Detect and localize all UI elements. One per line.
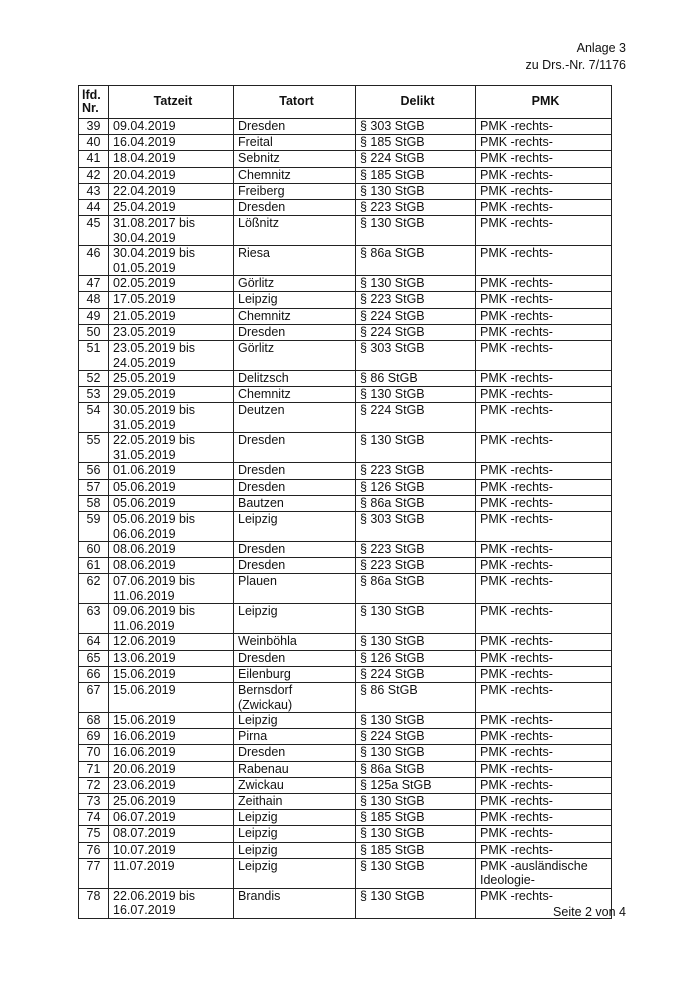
cell-tatort: Plauen [234,574,356,604]
cell-pmk: PMK -rechts- [476,463,612,479]
cell-tatort: Weinböhla [234,634,356,650]
cell-pmk: PMK -rechts- [476,826,612,842]
cell-tatzeit: 25.05.2019 [109,371,234,387]
cell-nr: 45 [79,216,109,246]
cell-tatort: Zeithain [234,794,356,810]
cell-pmk: PMK -rechts- [476,634,612,650]
table-row [79,634,612,650]
cell-tatort: Dresden [234,324,356,340]
cell-pmk: PMK -rechts- [476,495,612,511]
cell-nr: 52 [79,371,109,387]
cell-pmk: PMK -rechts- [476,650,612,666]
cell-delikt: § 224 StGB [356,666,476,682]
cell-nr: 42 [79,167,109,183]
table-row [79,842,612,858]
cell-tatort: Dresden [234,479,356,495]
cell-tatzeit: 12.06.2019 [109,634,234,650]
cell-delikt: § 86a StGB [356,495,476,511]
cell-delikt: § 223 StGB [356,200,476,216]
cell-pmk: PMK -rechts- [476,842,612,858]
cell-nr: 70 [79,745,109,761]
cell-tatzeit: 16.06.2019 [109,745,234,761]
cell-tatort: Leipzig [234,842,356,858]
table-row [79,826,612,842]
cell-delikt: § 86a StGB [356,574,476,604]
table-row [79,135,612,151]
cell-delikt: § 303 StGB [356,512,476,542]
cell-tatzeit: 08.06.2019 [109,558,234,574]
cell-tatzeit: 22.06.2019 bis 16.07.2019 [109,888,234,918]
cell-tatzeit: 15.06.2019 [109,666,234,682]
cell-delikt: § 223 StGB [356,292,476,308]
cell-delikt: § 130 StGB [356,858,476,888]
cell-delikt: § 224 StGB [356,729,476,745]
cell-tatzeit: 09.06.2019 bis 11.06.2019 [109,604,234,634]
cell-tatort: Eilenburg [234,666,356,682]
table-row [79,683,612,713]
table-row [79,495,612,511]
table-header [79,86,612,119]
cell-tatzeit: 11.07.2019 [109,858,234,888]
cell-tatzeit: 18.04.2019 [109,151,234,167]
table-row [79,558,612,574]
cell-delikt: § 86a StGB [356,246,476,276]
cell-pmk: PMK -rechts- [476,729,612,745]
cell-nr: 46 [79,246,109,276]
cell-pmk: PMK -rechts- [476,119,612,135]
cell-delikt: § 224 StGB [356,151,476,167]
cell-pmk: PMK -rechts- [476,745,612,761]
cell-delikt: § 224 StGB [356,308,476,324]
cell-nr: 51 [79,341,109,371]
table-row [79,308,612,324]
cell-tatzeit: 23.05.2019 [109,324,234,340]
cell-pmk: PMK -rechts- [476,246,612,276]
cell-pmk: PMK -rechts- [476,666,612,682]
table-row [79,341,612,371]
cell-delikt: § 130 StGB [356,713,476,729]
column-header-delikt: Delikt [356,86,476,119]
cell-tatort: Dresden [234,558,356,574]
cell-delikt: § 130 StGB [356,183,476,199]
cell-tatzeit: 23.05.2019 bis 24.05.2019 [109,341,234,371]
cell-tatort: Leipzig [234,858,356,888]
cell-tatzeit: 15.06.2019 [109,713,234,729]
cell-tatzeit: 30.04.2019 bis 01.05.2019 [109,246,234,276]
cell-tatzeit: 23.06.2019 [109,777,234,793]
table-row [79,604,612,634]
column-header-tatort: Tatort [234,86,356,119]
cell-tatzeit: 22.04.2019 [109,183,234,199]
cell-nr: 39 [79,119,109,135]
cell-tatzeit: 17.05.2019 [109,292,234,308]
cell-tatzeit: 15.06.2019 [109,683,234,713]
cell-nr: 48 [79,292,109,308]
cell-nr: 77 [79,858,109,888]
table-row [79,433,612,463]
cell-delikt: § 224 StGB [356,324,476,340]
cell-tatort: Leipzig [234,826,356,842]
cell-delikt: § 86a StGB [356,761,476,777]
cell-tatzeit: 25.04.2019 [109,200,234,216]
cell-tatzeit: 09.04.2019 [109,119,234,135]
cell-tatort: Chemnitz [234,308,356,324]
cell-tatort: Dresden [234,650,356,666]
cell-tatzeit: 07.06.2019 bis 11.06.2019 [109,574,234,604]
cell-nr: 68 [79,713,109,729]
cell-tatort: Leipzig [234,713,356,729]
cell-delikt: § 223 StGB [356,542,476,558]
cell-delikt: § 130 StGB [356,826,476,842]
table-row [79,512,612,542]
cell-pmk: PMK -rechts- [476,810,612,826]
cell-pmk: PMK -rechts- [476,341,612,371]
table-row [79,574,612,604]
cell-pmk: PMK -rechts- [476,292,612,308]
table-row [79,151,612,167]
cell-tatort: Freiberg [234,183,356,199]
cell-tatort: Görlitz [234,341,356,371]
cell-delikt: § 130 StGB [356,888,476,918]
cell-tatzeit: 10.07.2019 [109,842,234,858]
table-row [79,246,612,276]
cell-tatort: Leipzig [234,810,356,826]
cell-nr: 54 [79,403,109,433]
table-row [79,119,612,135]
table-row [79,200,612,216]
column-header-pmk: PMK [476,86,612,119]
cell-tatort: Zwickau [234,777,356,793]
cell-pmk: PMK -rechts- [476,574,612,604]
cell-nr: 74 [79,810,109,826]
cell-nr: 65 [79,650,109,666]
header-row [79,86,612,119]
cell-tatort: Dresden [234,745,356,761]
cell-tatort: Chemnitz [234,167,356,183]
cell-tatort: Riesa [234,246,356,276]
cell-tatzeit: 02.05.2019 [109,276,234,292]
cell-tatort: Dresden [234,433,356,463]
table-row [79,713,612,729]
table-row [79,371,612,387]
cell-tatort: Dresden [234,542,356,558]
cell-tatort: Leipzig [234,604,356,634]
cell-tatort: Rabenau [234,761,356,777]
cell-nr: 55 [79,433,109,463]
cell-nr: 57 [79,479,109,495]
cell-nr: 62 [79,574,109,604]
cell-nr: 71 [79,761,109,777]
cell-pmk: PMK -rechts- [476,512,612,542]
cell-nr: 72 [79,777,109,793]
cell-pmk: PMK -rechts- [476,604,612,634]
cell-nr: 75 [79,826,109,842]
cell-tatort: Sebnitz [234,151,356,167]
cell-delikt: § 303 StGB [356,341,476,371]
table-row [79,729,612,745]
cell-nr: 58 [79,495,109,511]
cell-delikt: § 126 StGB [356,479,476,495]
cell-delikt: § 130 StGB [356,216,476,246]
cell-delikt: § 130 StGB [356,276,476,292]
cell-pmk: PMK -rechts- [476,433,612,463]
cell-pmk: PMK -rechts- [476,200,612,216]
cell-delikt: § 86 StGB [356,683,476,713]
cell-pmk: PMK -ausländische Ideologie- [476,858,612,888]
cell-nr: 67 [79,683,109,713]
cell-nr: 56 [79,463,109,479]
cell-nr: 40 [79,135,109,151]
cell-tatzeit: 08.06.2019 [109,542,234,558]
cell-pmk: PMK -rechts- [476,479,612,495]
column-header-nr: lfd. Nr. [79,86,109,119]
cell-pmk: PMK -rechts- [476,403,612,433]
cell-nr: 61 [79,558,109,574]
annex-label: Anlage 3 [576,41,626,55]
table-row [79,276,612,292]
table-row [79,745,612,761]
cell-tatzeit: 16.06.2019 [109,729,234,745]
cell-pmk: PMK -rechts- [476,183,612,199]
cell-tatort: Delitzsch [234,371,356,387]
cell-tatort: Deutzen [234,403,356,433]
cell-nr: 78 [79,888,109,918]
cell-tatort: Görlitz [234,276,356,292]
cell-tatort: Dresden [234,463,356,479]
cell-tatort: Leipzig [234,512,356,542]
cell-pmk: PMK -rechts- [476,761,612,777]
cell-delikt: § 185 StGB [356,810,476,826]
cell-delikt: § 223 StGB [356,558,476,574]
cell-tatort: Pirna [234,729,356,745]
cell-delikt: § 185 StGB [356,842,476,858]
cell-tatort: Bernsdorf (Zwickau) [234,683,356,713]
cell-delikt: § 130 StGB [356,433,476,463]
cell-delikt: § 86 StGB [356,371,476,387]
cell-nr: 63 [79,604,109,634]
cell-pmk: PMK -rechts- [476,135,612,151]
cell-delikt: § 125a StGB [356,777,476,793]
table-row [79,479,612,495]
table-row [79,794,612,810]
table-row [79,324,612,340]
cell-tatzeit: 05.06.2019 bis 06.06.2019 [109,512,234,542]
cell-nr: 59 [79,512,109,542]
table-row [79,183,612,199]
cell-pmk: PMK -rechts- [476,308,612,324]
cell-delikt: § 130 StGB [356,794,476,810]
cell-tatzeit: 20.06.2019 [109,761,234,777]
table-row [79,216,612,246]
table-row [79,810,612,826]
cell-pmk: PMK -rechts- [476,794,612,810]
table-row [79,403,612,433]
cell-nr: 76 [79,842,109,858]
cell-delikt: § 223 StGB [356,463,476,479]
cell-pmk: PMK -rechts- [476,387,612,403]
cell-tatzeit: 08.07.2019 [109,826,234,842]
table-row [79,542,612,558]
page-number: Seite 2 von 4 [553,905,626,919]
table-row [79,463,612,479]
cell-tatzeit: 05.06.2019 [109,495,234,511]
cell-tatzeit: 21.05.2019 [109,308,234,324]
cell-delikt: § 303 StGB [356,119,476,135]
cell-tatzeit: 22.05.2019 bis 31.05.2019 [109,433,234,463]
table-row [79,292,612,308]
document-header [525,40,626,74]
cell-pmk: PMK -rechts- [476,888,612,918]
cell-tatzeit: 13.06.2019 [109,650,234,666]
cell-nr: 60 [79,542,109,558]
cell-pmk: PMK -rechts- [476,167,612,183]
cell-tatort: Chemnitz [234,387,356,403]
cell-pmk: PMK -rechts- [476,542,612,558]
cell-tatort: Freital [234,135,356,151]
table-row [79,777,612,793]
cell-delikt: § 185 StGB [356,167,476,183]
crime-table [78,85,612,919]
cell-nr: 64 [79,634,109,650]
cell-nr: 47 [79,276,109,292]
cell-nr: 69 [79,729,109,745]
cell-tatzeit: 29.05.2019 [109,387,234,403]
cell-tatort: Leipzig [234,292,356,308]
cell-pmk: PMK -rechts- [476,371,612,387]
cell-delikt: § 130 StGB [356,387,476,403]
cell-tatzeit: 01.06.2019 [109,463,234,479]
cell-tatzeit: 05.06.2019 [109,479,234,495]
cell-delikt: § 130 StGB [356,634,476,650]
cell-delikt: § 224 StGB [356,403,476,433]
cell-tatort: Lößnitz [234,216,356,246]
cell-tatzeit: 06.07.2019 [109,810,234,826]
cell-nr: 50 [79,324,109,340]
table-row [79,650,612,666]
table-row [79,167,612,183]
cell-tatort: Brandis [234,888,356,918]
cell-nr: 43 [79,183,109,199]
cell-pmk: PMK -rechts- [476,151,612,167]
drs-number: zu Drs.-Nr. 7/1176 [525,58,626,72]
cell-tatzeit: 31.08.2017 bis 30.04.2019 [109,216,234,246]
cell-pmk: PMK -rechts- [476,777,612,793]
cell-nr: 41 [79,151,109,167]
cell-tatort: Dresden [234,119,356,135]
cell-pmk: PMK -rechts- [476,324,612,340]
cell-delikt: § 130 StGB [356,604,476,634]
cell-nr: 44 [79,200,109,216]
cell-tatzeit: 30.05.2019 bis 31.05.2019 [109,403,234,433]
cell-nr: 49 [79,308,109,324]
column-header-tatzeit: Tatzeit [109,86,234,119]
cell-nr: 53 [79,387,109,403]
cell-delikt: § 126 StGB [356,650,476,666]
table-row [79,858,612,888]
cell-pmk: PMK -rechts- [476,276,612,292]
cell-tatort: Dresden [234,200,356,216]
cell-pmk: PMK -rechts- [476,216,612,246]
cell-pmk: PMK -rechts- [476,558,612,574]
cell-tatzeit: 25.06.2019 [109,794,234,810]
table-row [79,387,612,403]
cell-nr: 73 [79,794,109,810]
cell-tatort: Bautzen [234,495,356,511]
table-row [79,888,612,918]
table-row [79,761,612,777]
cell-pmk: PMK -rechts- [476,683,612,713]
table-row [79,666,612,682]
cell-delikt: § 130 StGB [356,745,476,761]
table-body [79,119,612,919]
cell-tatzeit: 16.04.2019 [109,135,234,151]
cell-delikt: § 185 StGB [356,135,476,151]
cell-nr: 66 [79,666,109,682]
cell-tatzeit: 20.04.2019 [109,167,234,183]
cell-pmk: PMK -rechts- [476,713,612,729]
